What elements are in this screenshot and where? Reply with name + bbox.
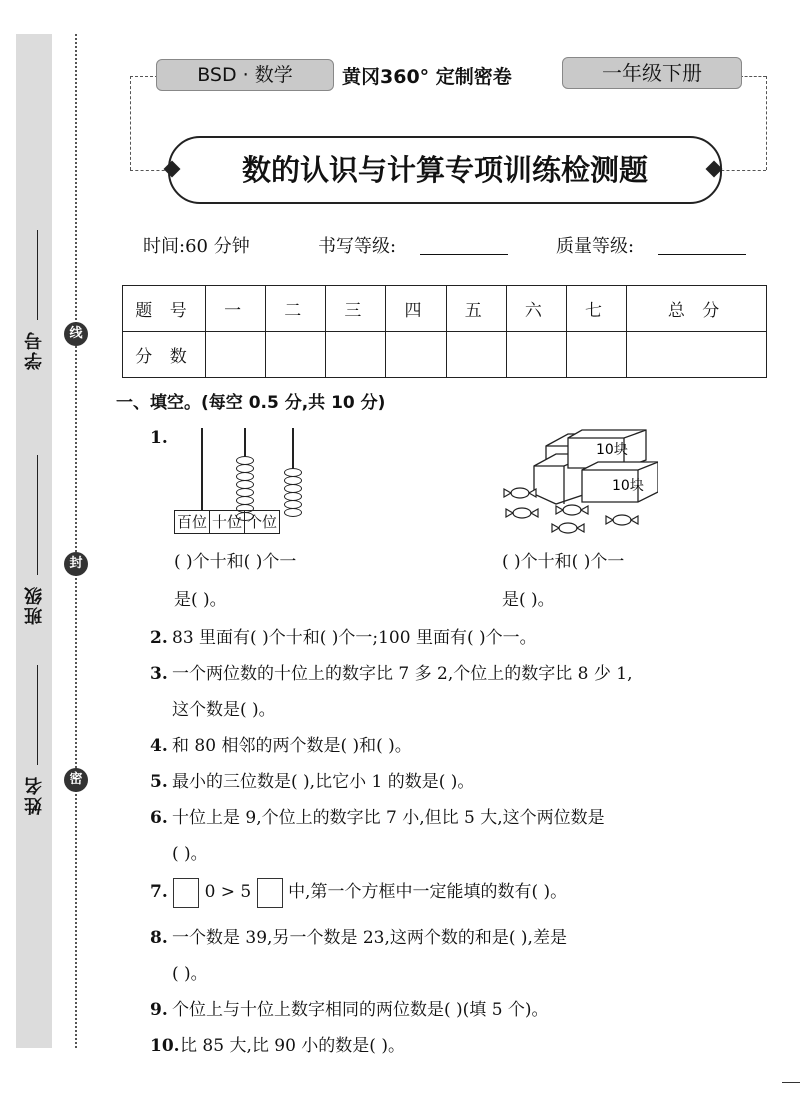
brand-text: 黄冈360° 定制密卷 (342, 66, 512, 88)
student-id-line (37, 230, 38, 320)
place-label: 百位 (175, 511, 210, 533)
candy-icon (559, 523, 577, 533)
writing-grade-blank[interactable] (420, 236, 508, 255)
table-cell: 三 (326, 286, 386, 332)
header-dash (740, 76, 766, 77)
candy-icon (513, 508, 531, 518)
place-label: 个位 (247, 513, 278, 531)
quality-grade-blank[interactable] (658, 236, 746, 255)
class-label: 班级 (24, 585, 45, 625)
block-label: 10块 (596, 442, 628, 458)
question-number: 8. (150, 928, 168, 948)
question-number: 1. (150, 428, 168, 448)
answer-box[interactable] (257, 878, 283, 908)
table-cell: 四 (386, 286, 446, 332)
ones-beads (284, 468, 304, 517)
question-number: 5. (150, 772, 168, 792)
question-text: 和 80 相邻的两个数是( )和( )。 (172, 736, 412, 756)
abacus-rod (201, 428, 203, 510)
seal-line: 线 (64, 322, 88, 346)
table-cell: 题 号 (123, 286, 206, 332)
seal-seal: 封 (64, 552, 88, 576)
question-number: 4. (150, 736, 168, 756)
q7-inequality: 0 > 5 (204, 882, 252, 902)
abacus-figure (174, 428, 319, 536)
question-text: 一个数是 39,另一个数是 23,这两个数的和是( ),差是 (172, 928, 567, 948)
candy-icon (613, 515, 631, 525)
score-cell[interactable] (566, 332, 626, 378)
table-row (123, 286, 767, 332)
question-text: ( )。 (172, 964, 208, 984)
quality-grade-label: 质量等级: (556, 236, 635, 257)
block-label: 10块 (612, 478, 644, 494)
score-cell[interactable] (206, 332, 266, 378)
table-cell: 二 (266, 286, 326, 332)
table-cell: 分 数 (123, 332, 206, 378)
section-heading: 一、填空。(每空 0.5 分,共 10 分) (116, 393, 386, 413)
question-number: 6. (150, 808, 168, 828)
header-dash (766, 76, 767, 170)
question-text: 这个数是( )。 (172, 700, 276, 720)
question-7 (150, 874, 567, 910)
candy-icon (511, 488, 529, 498)
score-cell[interactable] (266, 332, 326, 378)
grade-tag: 一年级下册 (562, 57, 742, 89)
question-text: 比 85 大,比 90 小的数是( )。 (180, 1036, 405, 1056)
time-info: 时间:60 分钟 (143, 236, 250, 257)
page-edge-mark (782, 1082, 800, 1083)
header-dash (130, 76, 131, 170)
table-cell: 六 (506, 286, 566, 332)
question-text: 一个两位数的十位上的数字比 7 多 2,个位上的数字比 8 少 1, (172, 664, 633, 684)
seal-secret: 密 (64, 768, 88, 792)
question-text: 最小的三位数是( ),比它小 1 的数是( )。 (172, 772, 475, 792)
q7-text: 中,第一个方框中一定能填的数有( )。 (288, 882, 568, 902)
answer-box[interactable] (173, 878, 199, 908)
score-cell[interactable] (446, 332, 506, 378)
binding-strip (16, 34, 52, 1048)
score-cell[interactable] (627, 332, 767, 378)
q1-left-line1: ( )个十和( )个一 (174, 552, 297, 572)
question-text: 十位上是 9,个位上的数字比 7 小,但比 5 大,这个两位数是 (172, 808, 605, 828)
table-row (123, 332, 767, 378)
table-cell: 一 (206, 286, 266, 332)
header-dash (130, 76, 158, 77)
table-cell: 总 分 (627, 286, 767, 332)
subject-tag: BSD · 数学 (156, 59, 334, 91)
candy-icon (563, 505, 581, 515)
table-cell: 七 (566, 286, 626, 332)
question-number: 9. (150, 1000, 168, 1020)
header-dash (716, 170, 766, 171)
question-number: 7. (150, 882, 168, 902)
writing-grade-label: 书写等级: (318, 236, 397, 257)
abacus-bead (284, 508, 302, 517)
question-number: 2. (150, 628, 168, 648)
q1-left-line2: 是( )。 (174, 590, 227, 610)
table-cell: 五 (446, 286, 506, 332)
score-cell[interactable] (506, 332, 566, 378)
q1-right-line1: ( )个十和( )个一 (502, 552, 625, 572)
name-line (37, 665, 38, 765)
score-cell[interactable] (386, 332, 446, 378)
q1-right-line2: 是( )。 (502, 590, 555, 610)
blocks-candies-figure (498, 424, 658, 546)
class-line (37, 455, 38, 575)
question-number: 10. (150, 1036, 180, 1056)
question-text: ( )。 (172, 844, 208, 864)
student-id-label: 学号 (24, 330, 45, 370)
score-cell[interactable] (326, 332, 386, 378)
abacus-place-labels (174, 510, 280, 534)
question-text: 个位上与十位上数字相同的两位数是( )(填 5 个)。 (172, 1000, 549, 1020)
page-title: 数的认识与计算专项训练检测题 (168, 136, 722, 204)
cut-line (75, 34, 77, 1048)
name-label: 姓名 (24, 775, 45, 815)
question-text: 83 里面有( )个十和( )个一;100 里面有( )个一。 (172, 628, 537, 648)
question-number: 3. (150, 664, 168, 684)
score-table (122, 285, 767, 378)
place-label: 十位 (210, 511, 245, 533)
